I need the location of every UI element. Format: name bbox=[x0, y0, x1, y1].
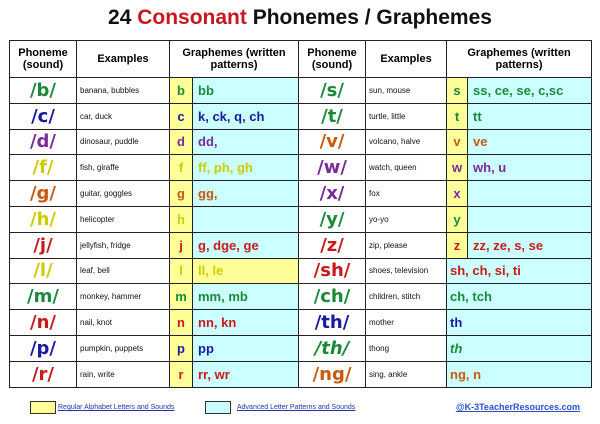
title-suffix: Phonemes / Graphemes bbox=[246, 6, 492, 29]
grapheme-patterns-cell bbox=[468, 181, 592, 207]
grapheme-letter-cell: p bbox=[170, 335, 193, 361]
phoneme-cell: /d/ bbox=[10, 129, 77, 155]
grapheme-letter-cell: d bbox=[170, 129, 193, 155]
legend-blue-swatch bbox=[205, 401, 231, 414]
grapheme-letter-cell: w bbox=[447, 155, 468, 181]
title-highlight: Consonant bbox=[137, 6, 247, 29]
examples-cell: sun, mouse bbox=[366, 78, 447, 104]
examples-cell: rain, write bbox=[77, 361, 170, 387]
grapheme-patterns-cell: th bbox=[447, 335, 592, 361]
grapheme-patterns-cell: ng, n bbox=[447, 361, 592, 387]
grapheme-patterns-cell: k, ck, q, ch bbox=[193, 103, 299, 129]
grapheme-patterns-cell: ch, tch bbox=[447, 284, 592, 310]
grapheme-letter-cell: x bbox=[447, 181, 468, 207]
table-row bbox=[10, 310, 592, 336]
grapheme-letter-cell: z bbox=[447, 232, 468, 258]
page-title bbox=[0, 6, 600, 30]
grapheme-patterns-cell: zz, ze, s, se bbox=[468, 232, 592, 258]
grapheme-letter-cell: h bbox=[170, 206, 193, 232]
examples-cell: jellyfish, fridge bbox=[77, 232, 170, 258]
grapheme-patterns-cell: dd, bbox=[193, 129, 299, 155]
grapheme-letter-cell: n bbox=[170, 310, 193, 336]
grapheme-patterns-cell: ll, le bbox=[193, 258, 299, 284]
examples-cell: turtle, little bbox=[366, 103, 447, 129]
phoneme-cell: /c/ bbox=[10, 103, 77, 129]
phoneme-cell: /x/ bbox=[299, 181, 366, 207]
phoneme-cell: /z/ bbox=[299, 232, 366, 258]
header-examples-left: Examples bbox=[77, 41, 170, 78]
grapheme-patterns-cell bbox=[193, 206, 299, 232]
phoneme-cell: /f/ bbox=[10, 155, 77, 181]
legend-regular: Regular Alphabet Letters and Sounds bbox=[58, 404, 175, 411]
header-phoneme-left: Phoneme (sound) bbox=[10, 41, 77, 78]
examples-cell: children, stitch bbox=[366, 284, 447, 310]
phoneme-cell: /ng/ bbox=[299, 361, 366, 387]
grapheme-patterns-cell: wh, u bbox=[468, 155, 592, 181]
table-row bbox=[10, 232, 592, 258]
table-row bbox=[10, 258, 592, 284]
grapheme-letter-cell: m bbox=[170, 284, 193, 310]
grapheme-letter-cell: l bbox=[170, 258, 193, 284]
examples-cell: zip, please bbox=[366, 232, 447, 258]
table-row bbox=[10, 78, 592, 104]
grapheme-letter-cell: c bbox=[170, 103, 193, 129]
header-graphemes-right: Graphemes (written patterns) bbox=[447, 41, 592, 78]
header-graphemes-left: Graphemes (written patterns) bbox=[170, 41, 299, 78]
grapheme-letter-cell: t bbox=[447, 103, 468, 129]
examples-cell: dinosaur, puddle bbox=[77, 129, 170, 155]
grapheme-letter-cell: g bbox=[170, 181, 193, 207]
grapheme-patterns-cell: ss, ce, se, c,sc bbox=[468, 78, 592, 104]
grapheme-patterns-cell: sh, ch, si, ti bbox=[447, 258, 592, 284]
grapheme-letter-cell: y bbox=[447, 206, 468, 232]
phoneme-cell: /n/ bbox=[10, 310, 77, 336]
phoneme-cell: /b/ bbox=[10, 78, 77, 104]
grapheme-letter-cell: v bbox=[447, 129, 468, 155]
table-row bbox=[10, 206, 592, 232]
examples-cell: guitar, goggles bbox=[77, 181, 170, 207]
phoneme-cell: /p/ bbox=[10, 335, 77, 361]
phoneme-cell: /th/ bbox=[299, 310, 366, 336]
table-row bbox=[10, 155, 592, 181]
phoneme-cell: /s/ bbox=[299, 78, 366, 104]
credit-link[interactable]: @K-3TeacherResources.com bbox=[455, 402, 580, 412]
grapheme-letter-cell: b bbox=[170, 78, 193, 104]
grapheme-patterns-cell: gg, bbox=[193, 181, 299, 207]
legend-yellow-swatch bbox=[30, 401, 56, 414]
examples-cell: nail, knot bbox=[77, 310, 170, 336]
phoneme-cell: /t/ bbox=[299, 103, 366, 129]
header-examples-right: Examples bbox=[366, 41, 447, 78]
phoneme-cell: /g/ bbox=[10, 181, 77, 207]
grapheme-letter-cell: j bbox=[170, 232, 193, 258]
grapheme-patterns-cell bbox=[468, 206, 592, 232]
grapheme-patterns-cell: g, dge, ge bbox=[193, 232, 299, 258]
examples-cell: mother bbox=[366, 310, 447, 336]
examples-cell: pumpkin, puppets bbox=[77, 335, 170, 361]
header-row bbox=[10, 41, 592, 78]
examples-cell: fish, giraffe bbox=[77, 155, 170, 181]
grapheme-patterns-cell: rr, wr bbox=[193, 361, 299, 387]
phoneme-cell: /v/ bbox=[299, 129, 366, 155]
examples-cell: sing, ankle bbox=[366, 361, 447, 387]
phoneme-cell: /l/ bbox=[10, 258, 77, 284]
grapheme-patterns-cell: ff, ph, gh bbox=[193, 155, 299, 181]
examples-cell: car, duck bbox=[77, 103, 170, 129]
grapheme-letter-cell: r bbox=[170, 361, 193, 387]
phoneme-table bbox=[9, 40, 592, 388]
table-row bbox=[10, 284, 592, 310]
examples-cell: yo-yo bbox=[366, 206, 447, 232]
examples-cell: leaf, bell bbox=[77, 258, 170, 284]
examples-cell: helicopter bbox=[77, 206, 170, 232]
table-row bbox=[10, 335, 592, 361]
examples-cell: watch, queen bbox=[366, 155, 447, 181]
grapheme-patterns-cell: mm, mb bbox=[193, 284, 299, 310]
phoneme-cell: /m/ bbox=[10, 284, 77, 310]
examples-cell: volcano, halve bbox=[366, 129, 447, 155]
header-phoneme-right: Phoneme (sound) bbox=[299, 41, 366, 78]
phoneme-cell: /j/ bbox=[10, 232, 77, 258]
phoneme-cell: /ch/ bbox=[299, 284, 366, 310]
phoneme-cell: /y/ bbox=[299, 206, 366, 232]
phoneme-cell: /w/ bbox=[299, 155, 366, 181]
table-row bbox=[10, 129, 592, 155]
phoneme-cell: /h/ bbox=[10, 206, 77, 232]
phoneme-cell: /th/ bbox=[299, 335, 366, 361]
phoneme-cell: /sh/ bbox=[299, 258, 366, 284]
grapheme-letter-cell: f bbox=[170, 155, 193, 181]
title-prefix: 24 bbox=[108, 6, 138, 29]
grapheme-patterns-cell: bb bbox=[193, 78, 299, 104]
examples-cell: monkey, hammer bbox=[77, 284, 170, 310]
grapheme-patterns-cell: th bbox=[447, 310, 592, 336]
legend-advanced: Advanced Letter Patterns and Sounds bbox=[237, 404, 356, 411]
grapheme-patterns-cell: tt bbox=[468, 103, 592, 129]
examples-cell: shoes, television bbox=[366, 258, 447, 284]
examples-cell: fox bbox=[366, 181, 447, 207]
grapheme-letter-cell: s bbox=[447, 78, 468, 104]
table-row bbox=[10, 361, 592, 387]
table-row bbox=[10, 103, 592, 129]
grapheme-patterns-cell: ve bbox=[468, 129, 592, 155]
phoneme-cell: /r/ bbox=[10, 361, 77, 387]
grapheme-patterns-cell: nn, kn bbox=[193, 310, 299, 336]
grapheme-patterns-cell: pp bbox=[193, 335, 299, 361]
examples-cell: thong bbox=[366, 335, 447, 361]
examples-cell: banana, bubbles bbox=[77, 78, 170, 104]
table-row bbox=[10, 181, 592, 207]
